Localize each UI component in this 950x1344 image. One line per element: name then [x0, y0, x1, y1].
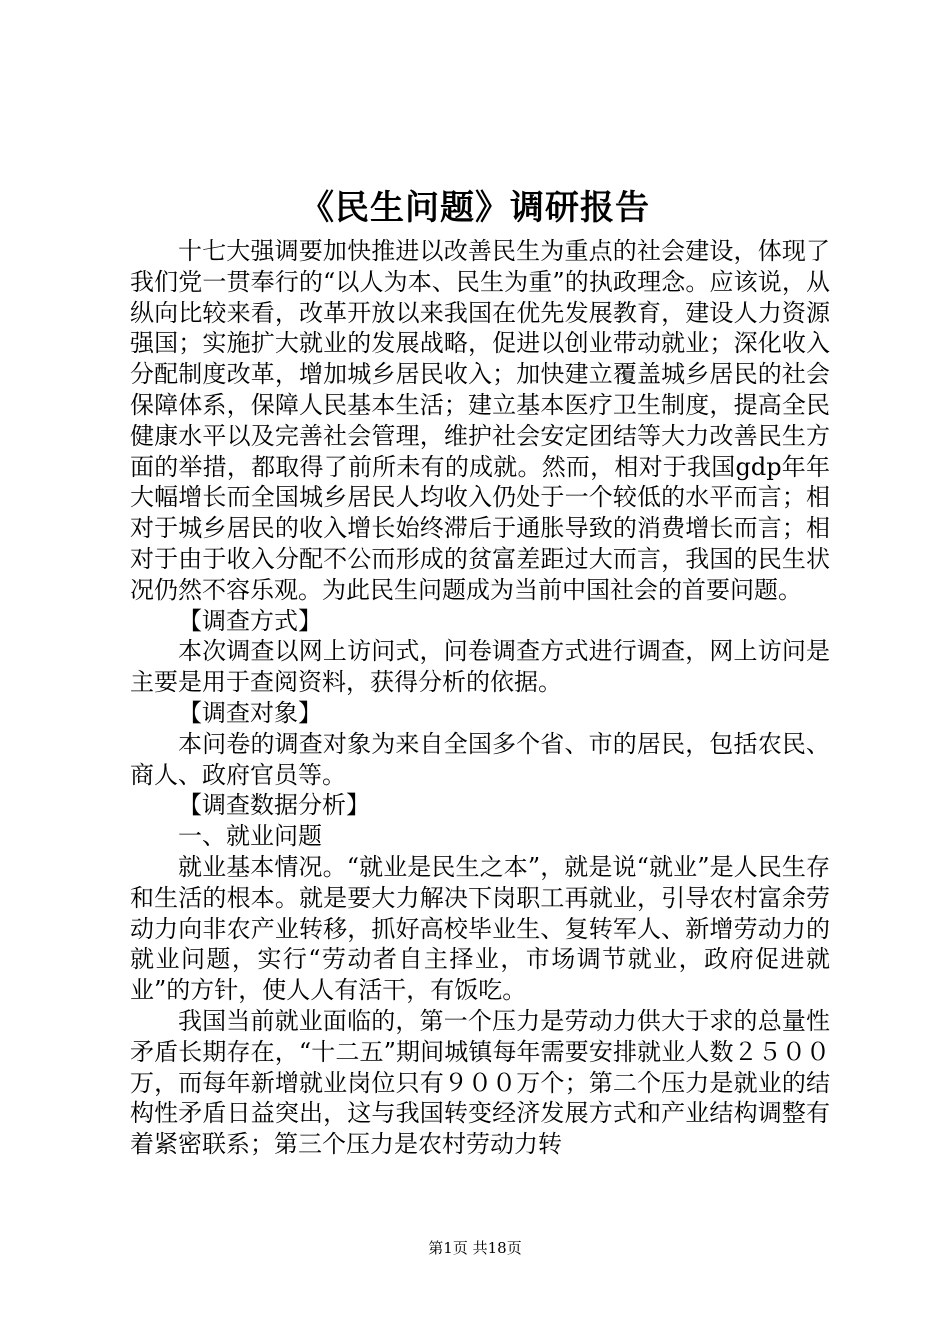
section-heading-analysis: 【调查数据分析】: [178, 791, 370, 820]
paragraph-method: 本次调查以网上访问式，问卷调查方式进行调查，网上访问是主要是用于查阅资料，获得分析的依据。: [130, 637, 830, 697]
page-number-footer: 第1页 共18页: [428, 1239, 522, 1257]
paragraph-employment-basics: 就业基本情况。“就业是民生之本”，就是说“就业”是人民生存和生活的根本。就是要大力解决下岗职工再就业，引导农村富余劳动力向非农产业转移，抓好高校毕业生、复转军人、新增劳动力的就业问题，实行“劳动者自主择业，市场调节就业，政府促进就业”的方针，使人人有活干，有饭吃。: [130, 852, 830, 1005]
paragraph-intro: 十七大强调要加快推进以改善民生为重点的社会建设，体现了我们党一贯奉行的“以人为本、民生为重”的执政理念。应该说，从纵向比较来看，改革开放以来我国在优先发展教育，建设人力资源强国；实施扩大就业的发展战略，促进以创业带动就业；深化收入分配制度改革，增加城乡居民收入；加快建立覆盖城乡居民的社会保障体系，保障人民基本生活；建立基本医疗卫生制度，提高全民健康水平以及完善社会管理，维护社会安定团结等大力改善民生方面的举措，都取得了前所未有的成就。然而，相对于我国gdp年年大幅增长而全国城乡居民人均收入仍处于一个较低的水平而言；相对于城乡居民的收入增长始终滞后于通胀导致的消费增长而言；相对于由于收入分配不公而形成的贫富差距过大而言，我国的民生状况仍然不容乐观。为此民生问题成为当前中国社会的首要问题。: [130, 237, 830, 604]
section-heading-subjects: 【调查对象】: [178, 698, 322, 727]
subheading-employment: 一、就业问题: [178, 822, 322, 851]
paragraph-employment-pressure: 我国当前就业面临的，第一个压力是劳动力供大于求的总量性矛盾长期存在，“十二五”期间城镇每年需要安排就业人数２５００万，而每年新增就业岗位只有９００万个；第二个压力是就业的结构性矛盾日益突出，这与我国转变经济发展方式和产业结构调整有着紧密联系；第三个压力是农村劳动力转: [130, 1006, 830, 1159]
document-body: [130, 236, 830, 1160]
section-heading-method: 【调查方式】: [178, 606, 322, 635]
document-title: 《民生问题》调研报告: [300, 188, 650, 228]
paragraph-subjects: 本问卷的调查对象为来自全国多个省、市的居民，包括农民、商人、政府官员等。: [130, 729, 830, 789]
